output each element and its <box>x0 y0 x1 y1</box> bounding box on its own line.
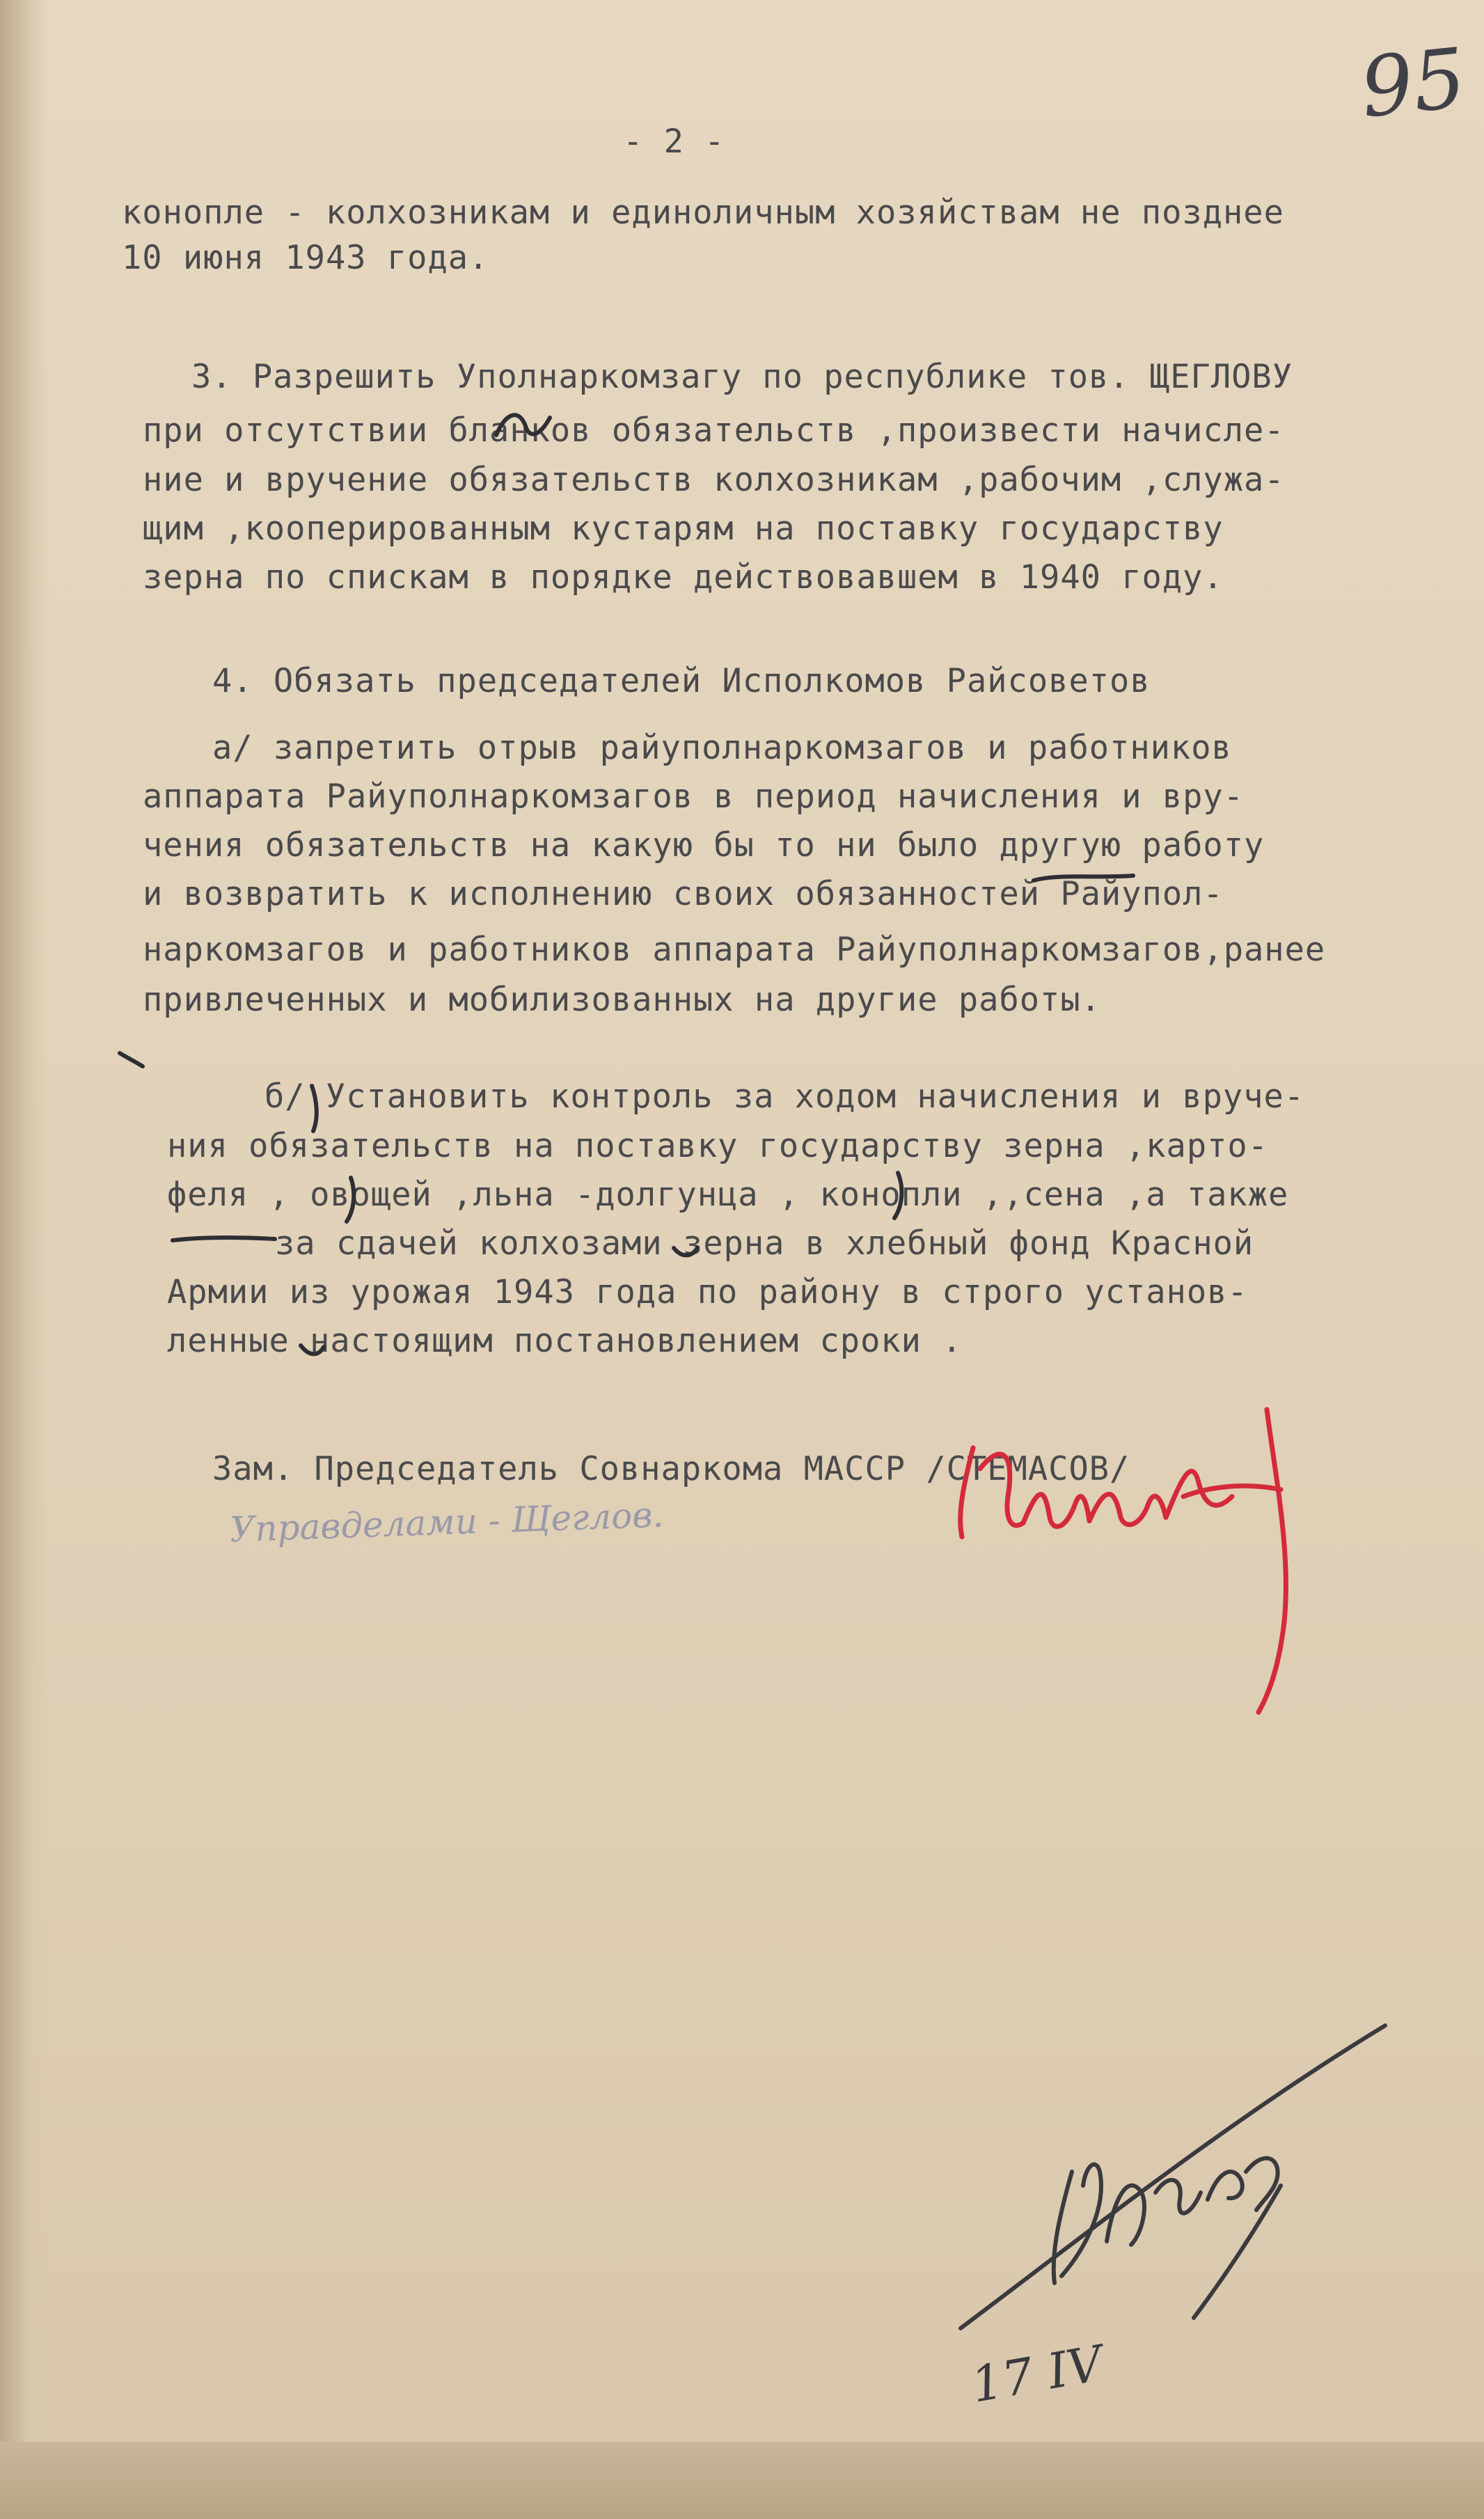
text-line: 3. Разрешить Уполнаркомзагу по республике тов. ЩЕГЛОВУ <box>191 358 1293 396</box>
text-line: привлеченных и мобилизованных на другие работы. <box>143 981 1101 1019</box>
text-line: Армии из урожая 1943 года по району в строго установ- <box>167 1273 1248 1311</box>
date-annotation: 17 IV <box>967 2335 1107 2414</box>
text-line: ние и вручение обязательств колхозникам ,рабочим ,служа- <box>143 461 1285 499</box>
text-line: щим ,кооперированным кустарям на поставку государству <box>143 510 1224 548</box>
text-line: 10 июня 1943 года. <box>122 239 489 277</box>
text-line: наркомзагов и работников аппарата Райуполнаркомзагов,ранее <box>143 931 1326 969</box>
text-line: 4. Обязать председателей Исполкомов Райсоветов <box>212 662 1151 700</box>
red-pencil-signature <box>961 1409 1286 1712</box>
text-line: за сдачей колхозами зерна в хлебный фонд Красной <box>275 1224 1254 1263</box>
archive-folio-number: 95 <box>1356 29 1470 136</box>
text-line: а/ запретить отрыв райуполнаркомзагов и работников <box>212 729 1232 767</box>
text-line: и возвратить к исполнению своих обязанностей Райупол- <box>143 875 1224 913</box>
page-bottom-edge <box>0 2442 1484 2519</box>
text-line: феля , овощей ,льна -долгунца , конопли ,,сена ,а также <box>167 1176 1289 1214</box>
text-line: при отсутствии бланков обязательств ,произвести начисле- <box>143 411 1285 450</box>
pencil-annotation: Управделами - Щеглов. <box>229 1494 665 1550</box>
text-line: ния обязательств на поставку государству зерна ,карто- <box>167 1127 1269 1165</box>
text-line: конопле - колхозникам и единоличным хозяйствам не позднее <box>122 194 1284 232</box>
signature-line: Зам. Председатель Совнаркома МАССР /СТЕМАСОВ/ <box>212 1450 1130 1488</box>
text-line: зерна по спискам в порядке действовавшем в 1940 году. <box>143 558 1224 597</box>
page-number: - 2 - <box>623 123 725 161</box>
graphite-signature <box>961 2026 1385 2328</box>
text-line: б/ Установить контроль за ходом начисления и вруче- <box>265 1077 1305 1116</box>
text-line: чения обязательств на какую бы то ни было другую работу <box>143 826 1265 864</box>
text-line: аппарата Райуполнаркомзагов в период начисления и вру- <box>143 777 1245 816</box>
text-line: ленные настоящим постановлением сроки . <box>167 1322 963 1360</box>
pen-corrections <box>120 415 1133 1354</box>
